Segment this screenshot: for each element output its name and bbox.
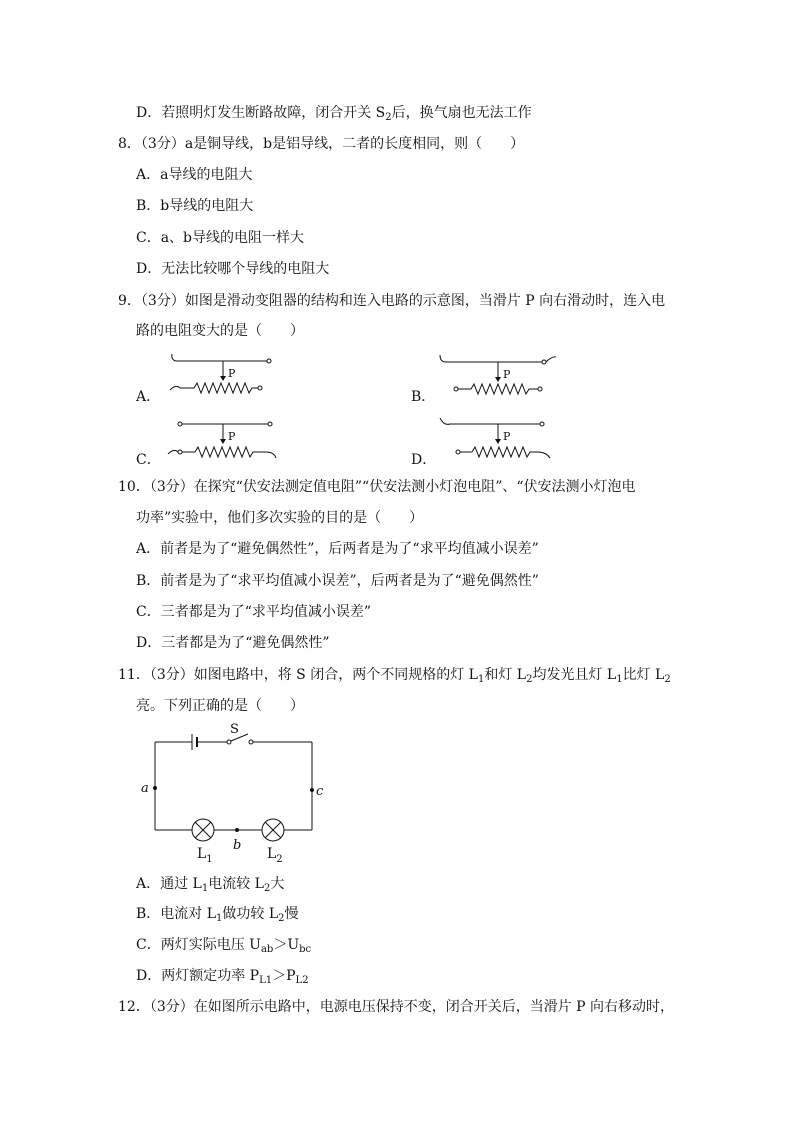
q8-option-d: D．无法比较哪个导线的电阻大 [136, 261, 330, 277]
q10-option-d: D．三者都是为了“避免偶然性” [136, 635, 330, 651]
q9-b-p-label: P [503, 368, 511, 381]
q10-option-b: B．前者是为了“求平均值减小误差”，后两者是为了“避免偶然性” [136, 573, 539, 589]
q9-stem-line1: 9．（3分）如图是滑动变阻器的结构和连入电路的示意图，当滑片 P 向右滑动时，连入电 [118, 293, 666, 309]
q11-lamp-l2-text: L [267, 846, 277, 862]
q7-option-d [136, 104, 532, 122]
q11-option-c-part-2: ＞U [273, 937, 300, 953]
q9-d-p-label: P [503, 430, 511, 443]
q11-option-c-part-1: C．两灯实际电压 U [136, 937, 261, 953]
q9-c-p-label: P [228, 430, 236, 443]
q11-option-a [136, 875, 284, 893]
q11-option-a-sub-2: 2 [263, 883, 271, 894]
rheostat-diagram-b [438, 352, 563, 402]
q11-lamp-l1-sub: 1 [206, 854, 213, 865]
rheostat-diagram-c [168, 416, 288, 466]
q11-stem-part-d: 比灯 L [622, 667, 665, 683]
q10-option-a: A．前者是为了“避免偶然性”，后两者是为了“求平均值减小误差” [136, 541, 539, 557]
q11-option-b-part-3: 慢 [284, 906, 299, 922]
q7-option-d-tail: 后，换气扇也无法工作 [391, 105, 532, 121]
q11-option-c-sub-1: ab [260, 944, 274, 955]
q11-stem-part-b: 和灯 L [484, 667, 527, 683]
q11-option-c [136, 936, 311, 954]
q11-option-d-sub-2: L2 [295, 975, 309, 986]
q11-lamp-l2-label [267, 846, 283, 865]
q9-label-d: D． [411, 452, 437, 468]
q8-option-c: C．a、b导线的电阻一样大 [136, 230, 305, 246]
q11-option-a-part-2: 电流较 L [208, 876, 264, 892]
q11-option-d-sub-1: L1 [259, 975, 273, 986]
q7-option-d-sub: 2 [385, 112, 392, 123]
q11-lamp-l2-sub: 2 [276, 854, 283, 865]
q11-option-c-sub-2: bc [299, 944, 312, 955]
q11-option-b-sub-1: 1 [216, 913, 223, 924]
q11-stem-sub-4: 2 [664, 674, 671, 685]
rheostat-diagram-d [440, 416, 560, 466]
q11-stem-line1 [118, 666, 671, 684]
q10-stem-line1: 10．（3分）在探究“伏安法测定值电阻”“伏安法测小灯泡电阻”、“伏安法测小灯泡电 [118, 479, 636, 495]
q11-option-d-part-1: D．两灯额定功率 P [136, 968, 260, 984]
q11-option-b-part-1: B．电流对 L [136, 906, 217, 922]
q11-option-a-part-3: 大 [270, 876, 285, 892]
q11-switch-label: S [230, 722, 239, 737]
q11-stem-sub-2: 2 [526, 674, 533, 685]
lamp-l1-icon [192, 819, 214, 841]
q8-stem: 8．（3分）a是铜导线，b是铝导线，二者的长度相同，则（ ） [118, 136, 525, 152]
q9-a-p-label: P [228, 367, 236, 380]
q11-option-a-part-1: A．通过 L [136, 876, 202, 892]
q11-lamp-l1-label [197, 846, 213, 865]
q10-option-c: C．三者都是为了“求平均值减小误差” [136, 604, 372, 620]
q11-option-a-sub-1: 1 [201, 883, 209, 894]
q11-stem-sub-3: 1 [616, 674, 623, 685]
q9-stem-line2: 路的电阻变大的是（ ） [136, 323, 304, 339]
q10-stem-line2: 功率”实验中，他们多次实验的目的是（ ） [136, 510, 424, 526]
q9-label-a: A． [136, 389, 161, 405]
rheostat-diagram-a [168, 352, 278, 402]
q11-circuit-diagram [135, 722, 335, 867]
q11-stem-part-c: 均发光且灯 L [532, 667, 617, 683]
q11-point-a: a [141, 781, 149, 796]
q12-stem-line1: 12．（3分）在如图所示电路中，电源电压保持不变，闭合开关后，当滑片 P 向右移动时， [118, 999, 675, 1015]
q11-stem-sub-1: 1 [477, 674, 485, 685]
q11-option-b [136, 905, 299, 923]
q11-option-d-part-2: ＞P [272, 968, 296, 984]
q9-label-c: C． [136, 452, 161, 468]
q8-option-b: B．b导线的电阻大 [136, 198, 254, 214]
q8-option-a: A．a导线的电阻大 [136, 167, 253, 183]
q11-lamp-l1-text: L [197, 846, 207, 862]
q11-option-b-part-2: 做功较 L [222, 906, 279, 922]
lamp-l2-icon [262, 819, 284, 841]
q9-label-b: B． [411, 389, 436, 405]
q11-option-d [136, 967, 309, 985]
q11-stem-part-a: 11．（3分）如图电路中，将 S 闭合，两个不同规格的灯 L [118, 667, 478, 683]
q11-point-b: b [233, 838, 242, 853]
q11-stem-line2: 亮。下列正确的是（ ） [136, 698, 304, 714]
q7-option-d-text: D．若照明灯发生断路故障，闭合开关 S [136, 105, 386, 121]
q11-option-b-sub-2: 2 [278, 913, 285, 924]
q11-point-c: c [316, 784, 324, 799]
